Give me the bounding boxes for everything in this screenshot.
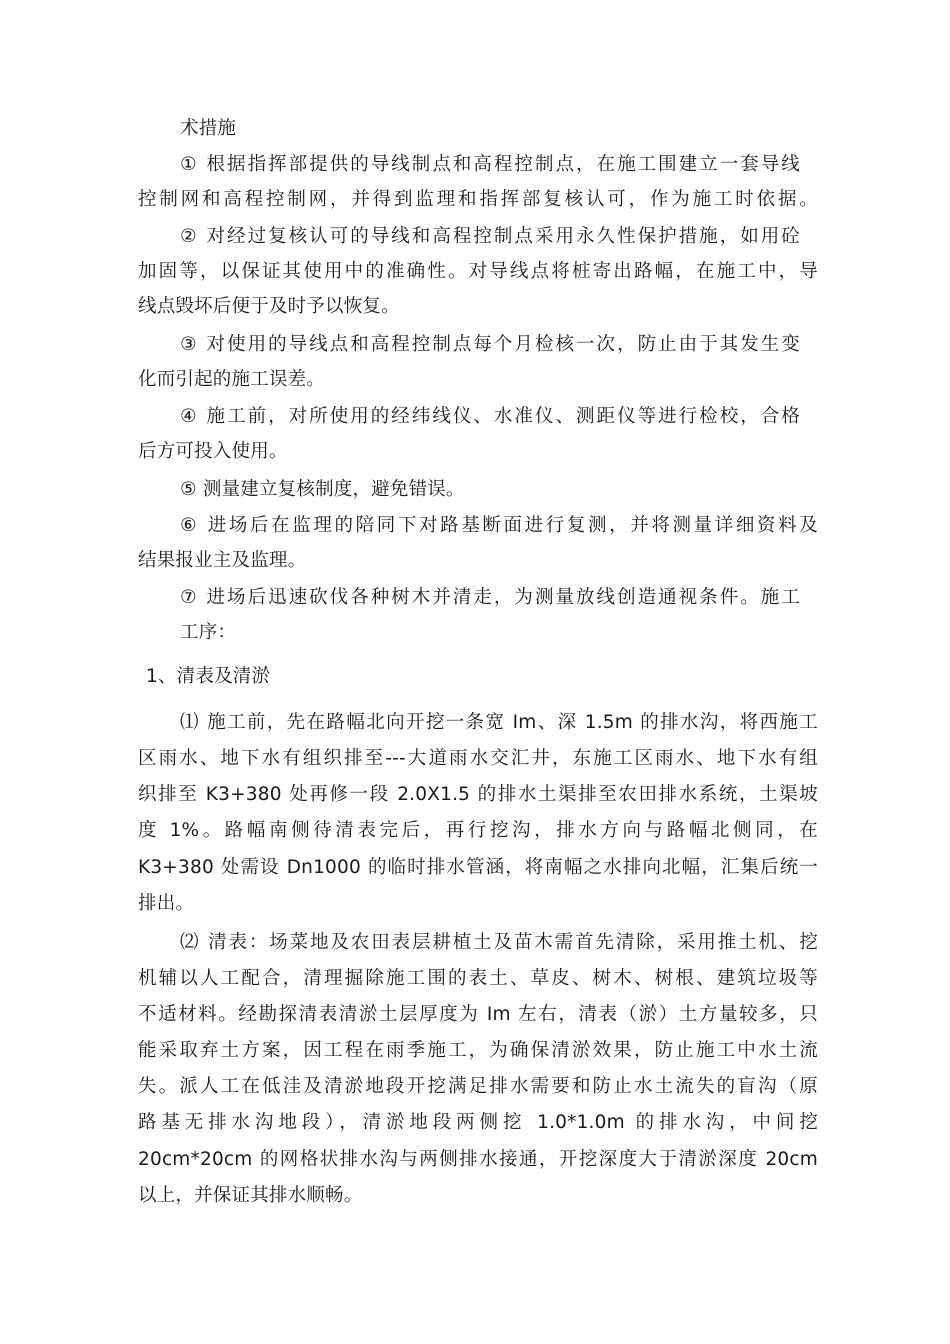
- text-line: ① 根据指挥部提供的导线制点和高程控制点，在施工围建立一套导线: [180, 154, 800, 175]
- text-line: 化而引起的施工误差。: [138, 369, 326, 390]
- text-line: ⑵ 清表：场菜地及农田表层耕植土及苗木需首先清除，采用推土机、挖: [180, 932, 818, 953]
- text-line: 后方可投入使用。: [138, 441, 288, 462]
- text-line: 织排至 K3+380 处再修一段 2.0X1.5 的排水土渠排至农田排水系统，土渠坡: [138, 784, 818, 805]
- text-line: K3+380 处需设 Dn1000 的临时排水管涵，将南幅之水排向北幅，汇集后统一: [138, 857, 818, 878]
- text-line: 度 1%。路幅南侧待清表完后，再行挖沟，排水方向与路幅北侧同，在: [138, 820, 818, 841]
- text-line: 线点毁坏后便于及时予以恢复。: [138, 296, 400, 317]
- text-line: 排出。: [138, 893, 195, 914]
- text-line: ④ 施工前，对所使用的经纬线仪、水准仪、测距仪等进行检校，合格: [180, 406, 800, 427]
- text-line: 20cm*20cm 的网格状排水沟与两侧排水接通，开挖深度大于清淤深度 20cm: [138, 1149, 818, 1170]
- text-line: 以上，并保证其排水顺畅。: [138, 1185, 363, 1206]
- text-line: 路基无排水沟地段），清淤地段两侧挖 1.0*1.0m 的排水沟，中间挖: [138, 1112, 818, 1133]
- text-line: ⑤ 测量建立复核制度，避免错误。: [180, 479, 465, 500]
- text-line: 机辅以人工配合，清理掘除施工围的表土、草皮、树木、树根、建筑垃圾等: [138, 968, 818, 989]
- text-line: 加固等，以保证其使用中的准确性。对导线点将桩寄出路幅，在施工中，导: [138, 261, 818, 282]
- text-line: ⑴ 施工前，先在路幅北向开挖一条宽 Im、深 1.5m 的排水沟，将西施工: [180, 712, 818, 733]
- text-line: ② 对经过复核认可的导线和高程控制点采用永久性保护措施，如用砼: [180, 226, 800, 247]
- text-line: 结果报业主及监理。: [138, 550, 307, 571]
- text-line: ⑥ 进场后在监理的陪同下对路基断面进行复测，并将测量详细资料及: [180, 515, 818, 536]
- text-line: 不适材料。经勘探清表清淤土层厚度为 Im 左右，清表（淤）土方量较多，只: [138, 1004, 818, 1025]
- text-line: 失。派人工在低洼及清淤地段开挖满足排水需要和防止水土流失的盲沟（原: [138, 1076, 818, 1097]
- text-line: 能采取弃土方案，因工程在雨季施工，为确保清淤效果，防止施工中水土流: [138, 1040, 818, 1061]
- text-line: 区雨水、地下水有组织排至---大道雨水交汇井，东施工区雨水、地下水有组: [138, 748, 818, 769]
- text-line: 术措施: [180, 118, 237, 139]
- text-line: ⑦ 进场后迅速砍伐各种树木并清走，为测量放线创造通视条件。施工: [180, 587, 800, 608]
- section-heading: 1、清表及清淤: [146, 666, 271, 687]
- text-line: 控制网和高程控制网，并得到监理和指挥部复核认可，作为施工时依据。: [138, 189, 818, 210]
- text-line: 工序：: [180, 622, 237, 643]
- text-line: ③ 对使用的导线点和高程控制点每个月检核一次，防止由于其发生变: [180, 334, 800, 355]
